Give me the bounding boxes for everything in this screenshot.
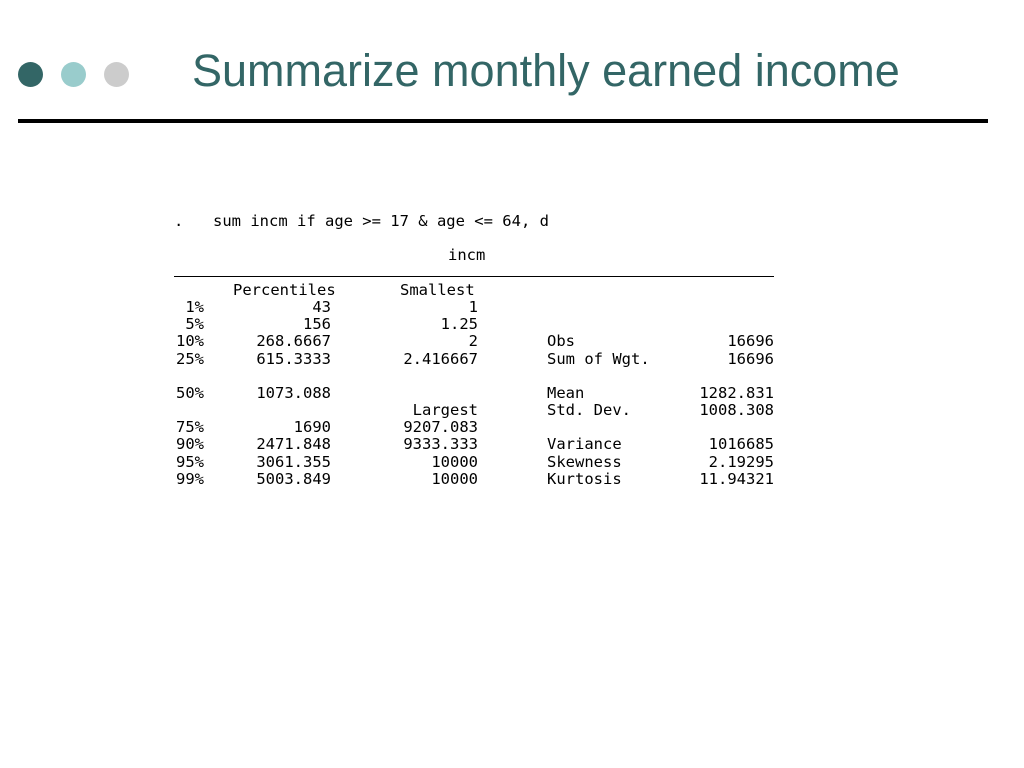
percentile-label: 25% [176,349,204,368]
extreme-value: 1.25 [440,315,478,334]
stat-label: Skewness [547,452,622,471]
title-divider [18,119,988,123]
output-divider [174,265,774,282]
percentile-label: 5% [185,315,204,334]
extreme-value: 10000 [431,469,478,488]
smallest-header: Smallest [400,280,475,299]
table-row [174,385,774,402]
table-row [174,471,774,488]
largest-header-row [174,402,774,419]
stat-value: 1016685 [708,435,774,454]
variable-header [174,247,774,264]
extreme-value: 10000 [431,452,478,471]
percentile-label: 1% [185,297,204,316]
bullet-dot-gray [104,62,129,87]
command-text: sum incm if age >= 17 & age <= 64, d [213,212,549,230]
stat-label: Kurtosis [547,469,622,488]
stat-value: 16696 [727,349,774,368]
stata-output [174,213,774,488]
table-row [174,333,774,350]
slide-title: Summarize monthly earned income [192,45,900,96]
stat-label: Variance [547,435,622,454]
bullet-dot-dark [18,62,43,87]
table-row [174,316,774,333]
extreme-value: 1 [468,297,478,316]
percentile-value: 5003.849 [256,469,331,488]
stat-value: 1008.308 [699,401,774,420]
percentile-label: 50% [176,383,204,402]
percentile-value: 43 [312,297,331,316]
percentile-value: 2471.848 [256,435,331,454]
command-line [174,213,774,230]
table-row [174,419,774,436]
percentile-label: 10% [176,332,204,351]
extreme-value: 2.416667 [403,349,478,368]
stat-value: 16696 [727,332,774,351]
stat-label: Obs [547,332,575,351]
percentile-label: 75% [176,418,204,437]
largest-header: Largest [412,401,478,420]
percentile-value: 1073.088 [256,383,331,402]
percentile-label: 90% [176,435,204,454]
stat-label: Std. Dev. [547,401,631,420]
extreme-value: 9333.333 [403,435,478,454]
percentile-label: 95% [176,452,204,471]
stat-label: Mean [547,383,585,402]
percentile-label: 99% [176,469,204,488]
percentile-value: 1690 [293,418,331,437]
bullet-dot-light-teal [61,62,86,87]
percentile-value: 156 [303,315,331,334]
extreme-value: 2 [468,332,478,351]
table-row [174,454,774,471]
percentile-value: 3061.355 [256,452,331,471]
table-row [174,299,774,316]
table-row [174,351,774,368]
percentile-value: 615.3333 [256,349,331,368]
stat-value: 1282.831 [699,383,774,402]
table-row [174,436,774,453]
column-headers [174,282,774,299]
percentiles-header: Percentiles [233,280,336,299]
extreme-value: 9207.083 [403,418,478,437]
stat-label: Sum of Wgt. [547,349,650,368]
command-prompt: . [174,212,184,230]
variable-name: incm [448,246,486,265]
stat-value: 11.94321 [699,469,774,488]
stat-value: 2.19295 [708,452,774,471]
percentile-value: 268.6667 [256,332,331,351]
